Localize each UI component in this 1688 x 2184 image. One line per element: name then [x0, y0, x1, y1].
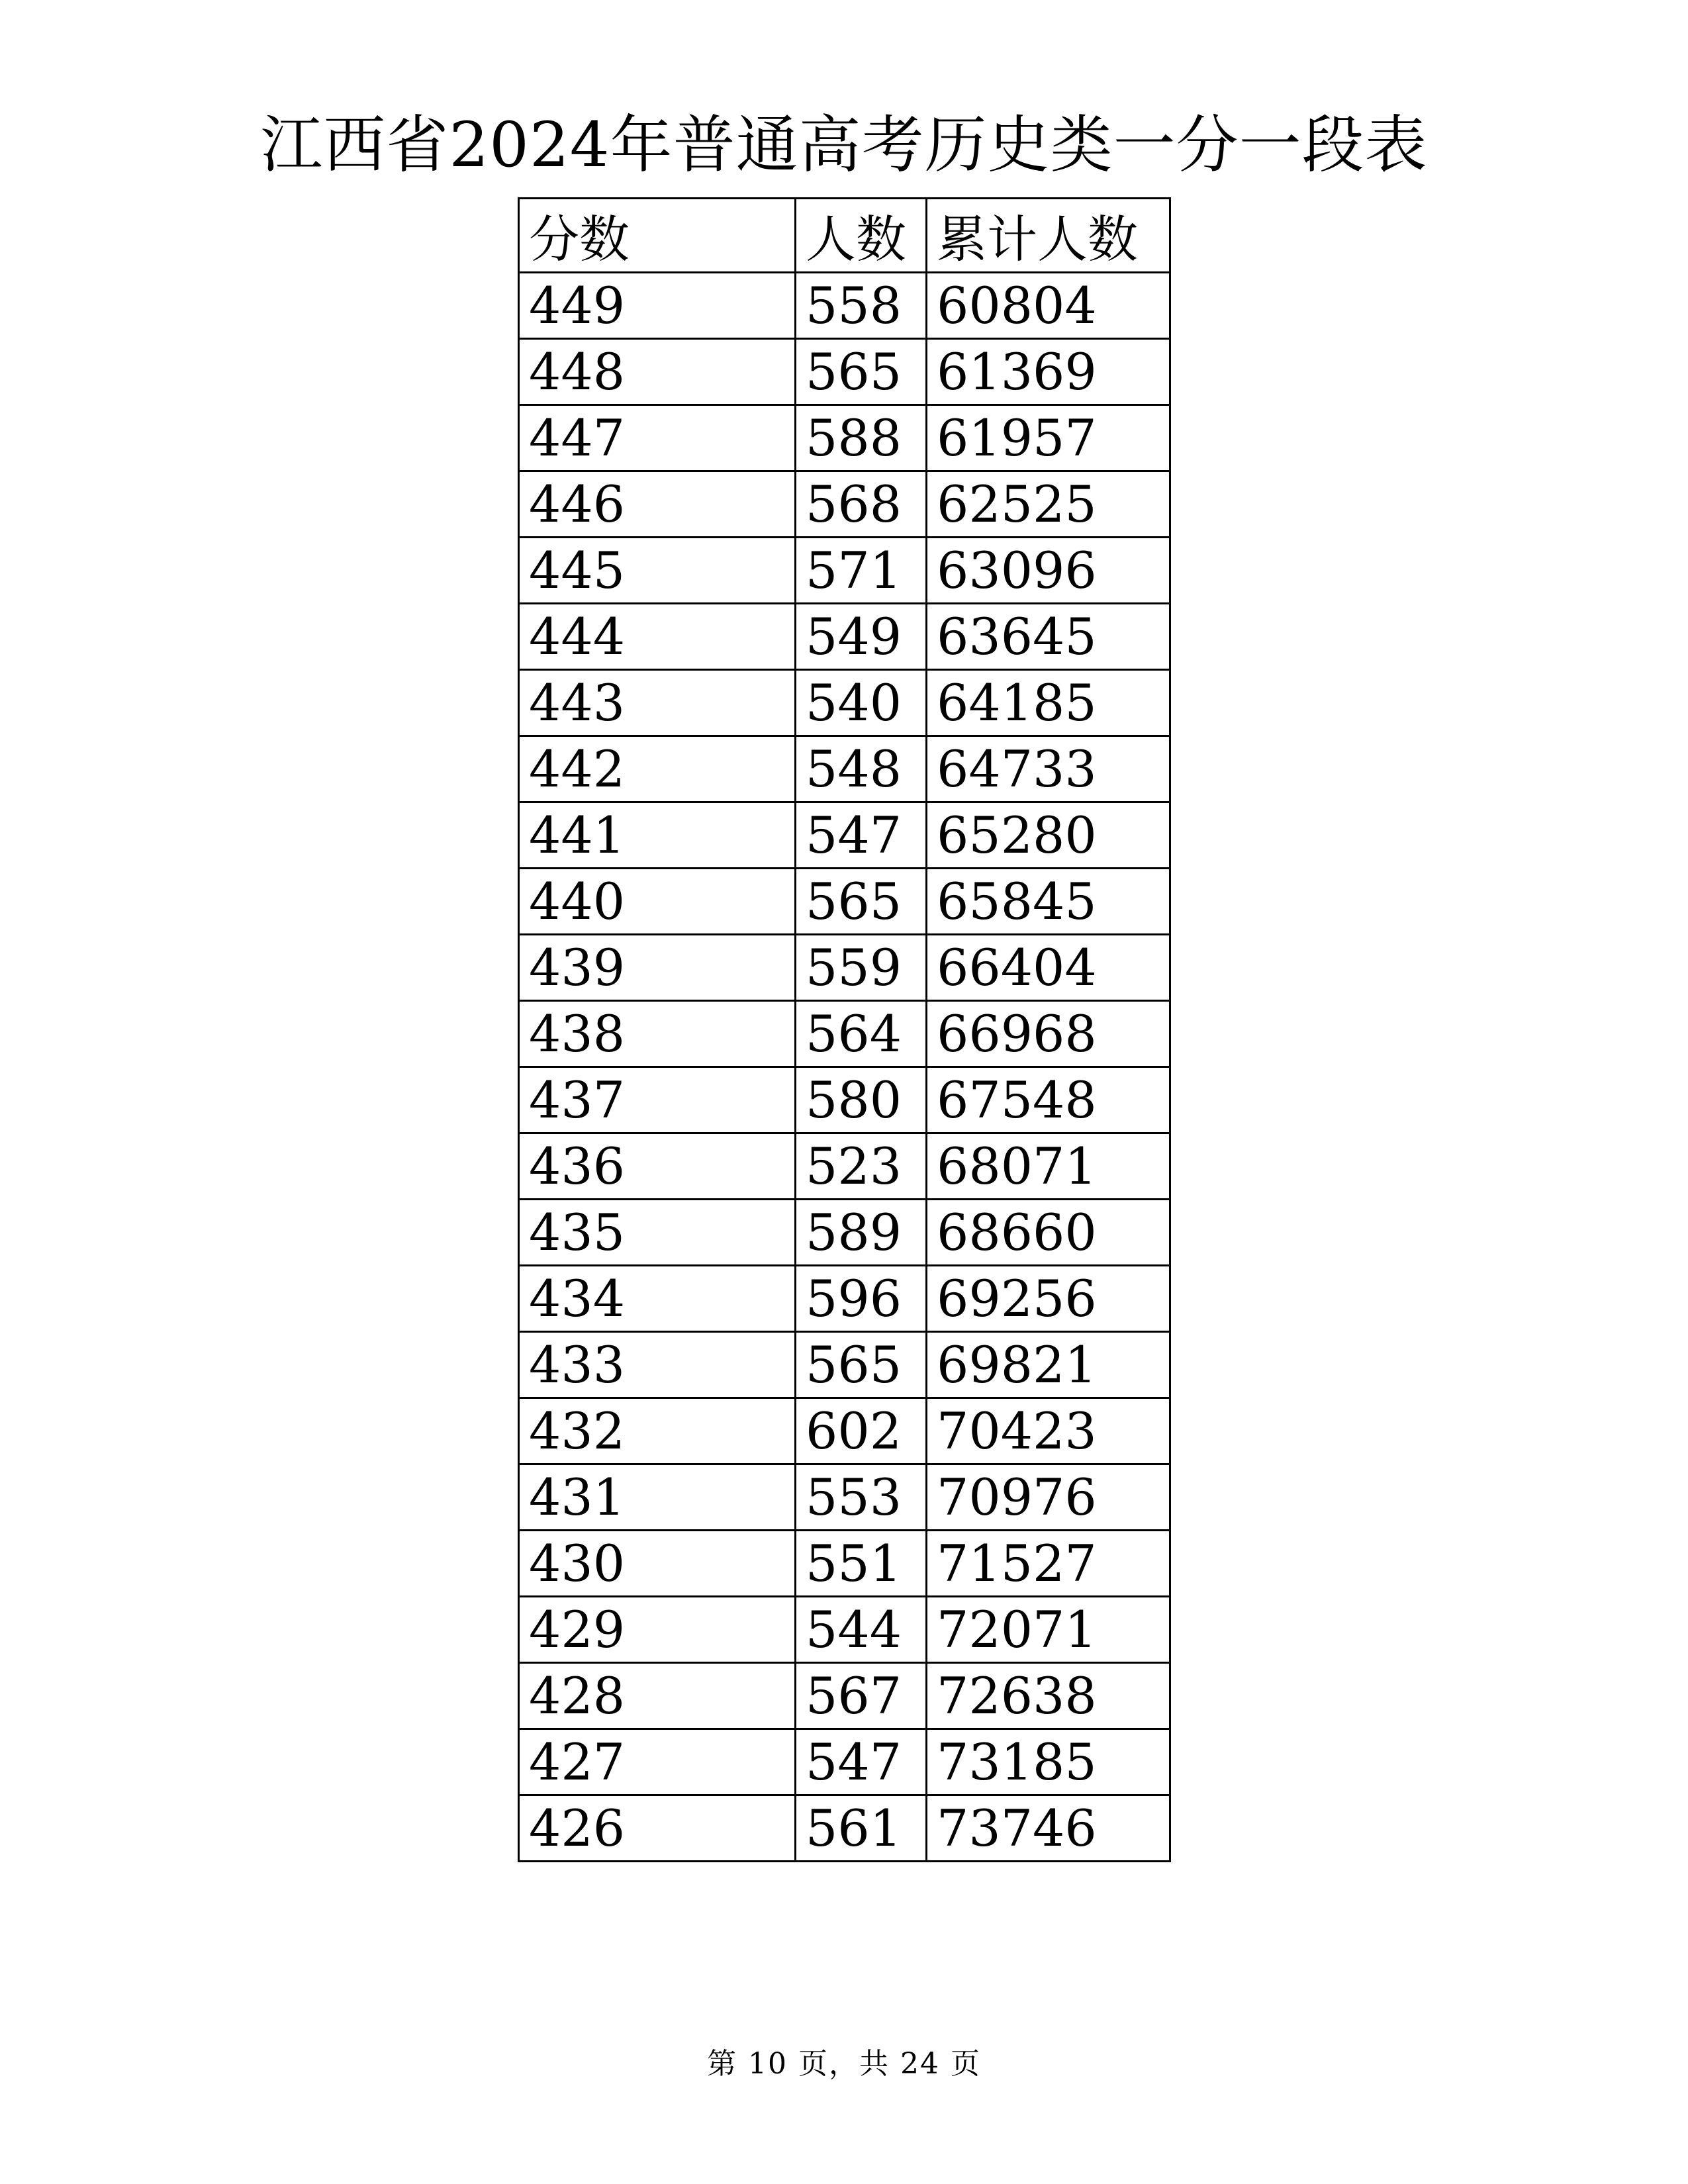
table-row: [519, 1200, 1170, 1266]
table-row: [519, 670, 1170, 736]
count-cell: 548: [796, 736, 927, 802]
score-cell: 433: [519, 1332, 796, 1398]
score-cell: 428: [519, 1663, 796, 1729]
score-cell: 435: [519, 1200, 796, 1266]
score-cell: 429: [519, 1597, 796, 1663]
table-row: [519, 1398, 1170, 1464]
count-cell: 602: [796, 1398, 927, 1464]
table-row: [519, 1067, 1170, 1133]
cumulative-cell: 71527: [927, 1531, 1170, 1597]
cumulative-cell: 67548: [927, 1067, 1170, 1133]
score-cell: 437: [519, 1067, 796, 1133]
table-row: [519, 1531, 1170, 1597]
page-title: 江西省2024年普通高考历史类一分一段表: [260, 109, 1428, 181]
table-row: [519, 869, 1170, 935]
count-cell: 564: [796, 1001, 927, 1067]
table-row: [519, 339, 1170, 405]
score-cell: 431: [519, 1464, 796, 1531]
count-cell: 547: [796, 802, 927, 869]
score-cell: 448: [519, 339, 796, 405]
count-cell: 551: [796, 1531, 927, 1597]
table-row: [519, 405, 1170, 471]
table-row: [519, 604, 1170, 670]
score-cell: 440: [519, 869, 796, 935]
column-header-cumulative: 累计人数: [927, 199, 1170, 273]
cumulative-cell: 69256: [927, 1266, 1170, 1332]
cumulative-cell: 73185: [927, 1729, 1170, 1795]
table-row: [519, 1729, 1170, 1795]
cumulative-cell: 66968: [927, 1001, 1170, 1067]
cumulative-cell: 63645: [927, 604, 1170, 670]
count-cell: 549: [796, 604, 927, 670]
score-cell: 449: [519, 273, 796, 339]
table-row: [519, 1597, 1170, 1663]
count-cell: 565: [796, 339, 927, 405]
count-cell: 588: [796, 405, 927, 471]
count-cell: 567: [796, 1663, 927, 1729]
cumulative-cell: 65280: [927, 802, 1170, 869]
table-row: [519, 471, 1170, 538]
score-cell: 432: [519, 1398, 796, 1464]
table-row: [519, 1332, 1170, 1398]
cumulative-cell: 72071: [927, 1597, 1170, 1663]
column-header-count: 人数: [796, 199, 927, 273]
column-header-score: 分数: [519, 199, 796, 273]
score-cell: 441: [519, 802, 796, 869]
count-cell: 523: [796, 1133, 927, 1200]
count-cell: 547: [796, 1729, 927, 1795]
cumulative-cell: 65845: [927, 869, 1170, 935]
count-cell: 561: [796, 1795, 927, 1862]
table-row: [519, 538, 1170, 604]
cumulative-cell: 66404: [927, 935, 1170, 1001]
score-cell: 447: [519, 405, 796, 471]
cumulative-cell: 64733: [927, 736, 1170, 802]
cumulative-cell: 72638: [927, 1663, 1170, 1729]
score-cell: 442: [519, 736, 796, 802]
cumulative-cell: 69821: [927, 1332, 1170, 1398]
count-cell: 553: [796, 1464, 927, 1531]
score-cell: 439: [519, 935, 796, 1001]
table-row: [519, 1266, 1170, 1332]
score-cell: 446: [519, 471, 796, 538]
count-cell: 558: [796, 273, 927, 339]
table-row: [519, 1795, 1170, 1862]
table-row: [519, 802, 1170, 869]
table-row: [519, 1133, 1170, 1200]
table-row: [519, 935, 1170, 1001]
header-row: [519, 199, 1170, 273]
table-body: [519, 273, 1170, 1862]
count-cell: 559: [796, 935, 927, 1001]
table-header: [519, 199, 1170, 273]
cumulative-cell: 68071: [927, 1133, 1170, 1200]
count-cell: 596: [796, 1266, 927, 1332]
cumulative-cell: 70423: [927, 1398, 1170, 1464]
score-cell: 445: [519, 538, 796, 604]
table-row: [519, 1663, 1170, 1729]
cumulative-cell: 63096: [927, 538, 1170, 604]
score-cell: 427: [519, 1729, 796, 1795]
table-row: [519, 1464, 1170, 1531]
page-footer: 第 10 页，共 24 页: [707, 2047, 981, 2081]
score-cell: 430: [519, 1531, 796, 1597]
count-cell: 580: [796, 1067, 927, 1133]
count-cell: 544: [796, 1597, 927, 1663]
score-cell: 426: [519, 1795, 796, 1862]
count-cell: 565: [796, 1332, 927, 1398]
table-row: [519, 1001, 1170, 1067]
score-cell: 436: [519, 1133, 796, 1200]
cumulative-cell: 70976: [927, 1464, 1170, 1531]
cumulative-cell: 73746: [927, 1795, 1170, 1862]
count-cell: 540: [796, 670, 927, 736]
score-cell: 434: [519, 1266, 796, 1332]
score-table: [518, 197, 1171, 1862]
count-cell: 571: [796, 538, 927, 604]
score-cell: 443: [519, 670, 796, 736]
cumulative-cell: 61369: [927, 339, 1170, 405]
cumulative-cell: 62525: [927, 471, 1170, 538]
count-cell: 565: [796, 869, 927, 935]
table-row: [519, 736, 1170, 802]
cumulative-cell: 64185: [927, 670, 1170, 736]
cumulative-cell: 61957: [927, 405, 1170, 471]
score-cell: 444: [519, 604, 796, 670]
score-cell: 438: [519, 1001, 796, 1067]
count-cell: 589: [796, 1200, 927, 1266]
cumulative-cell: 68660: [927, 1200, 1170, 1266]
table-row: [519, 273, 1170, 339]
count-cell: 568: [796, 471, 927, 538]
cumulative-cell: 60804: [927, 273, 1170, 339]
